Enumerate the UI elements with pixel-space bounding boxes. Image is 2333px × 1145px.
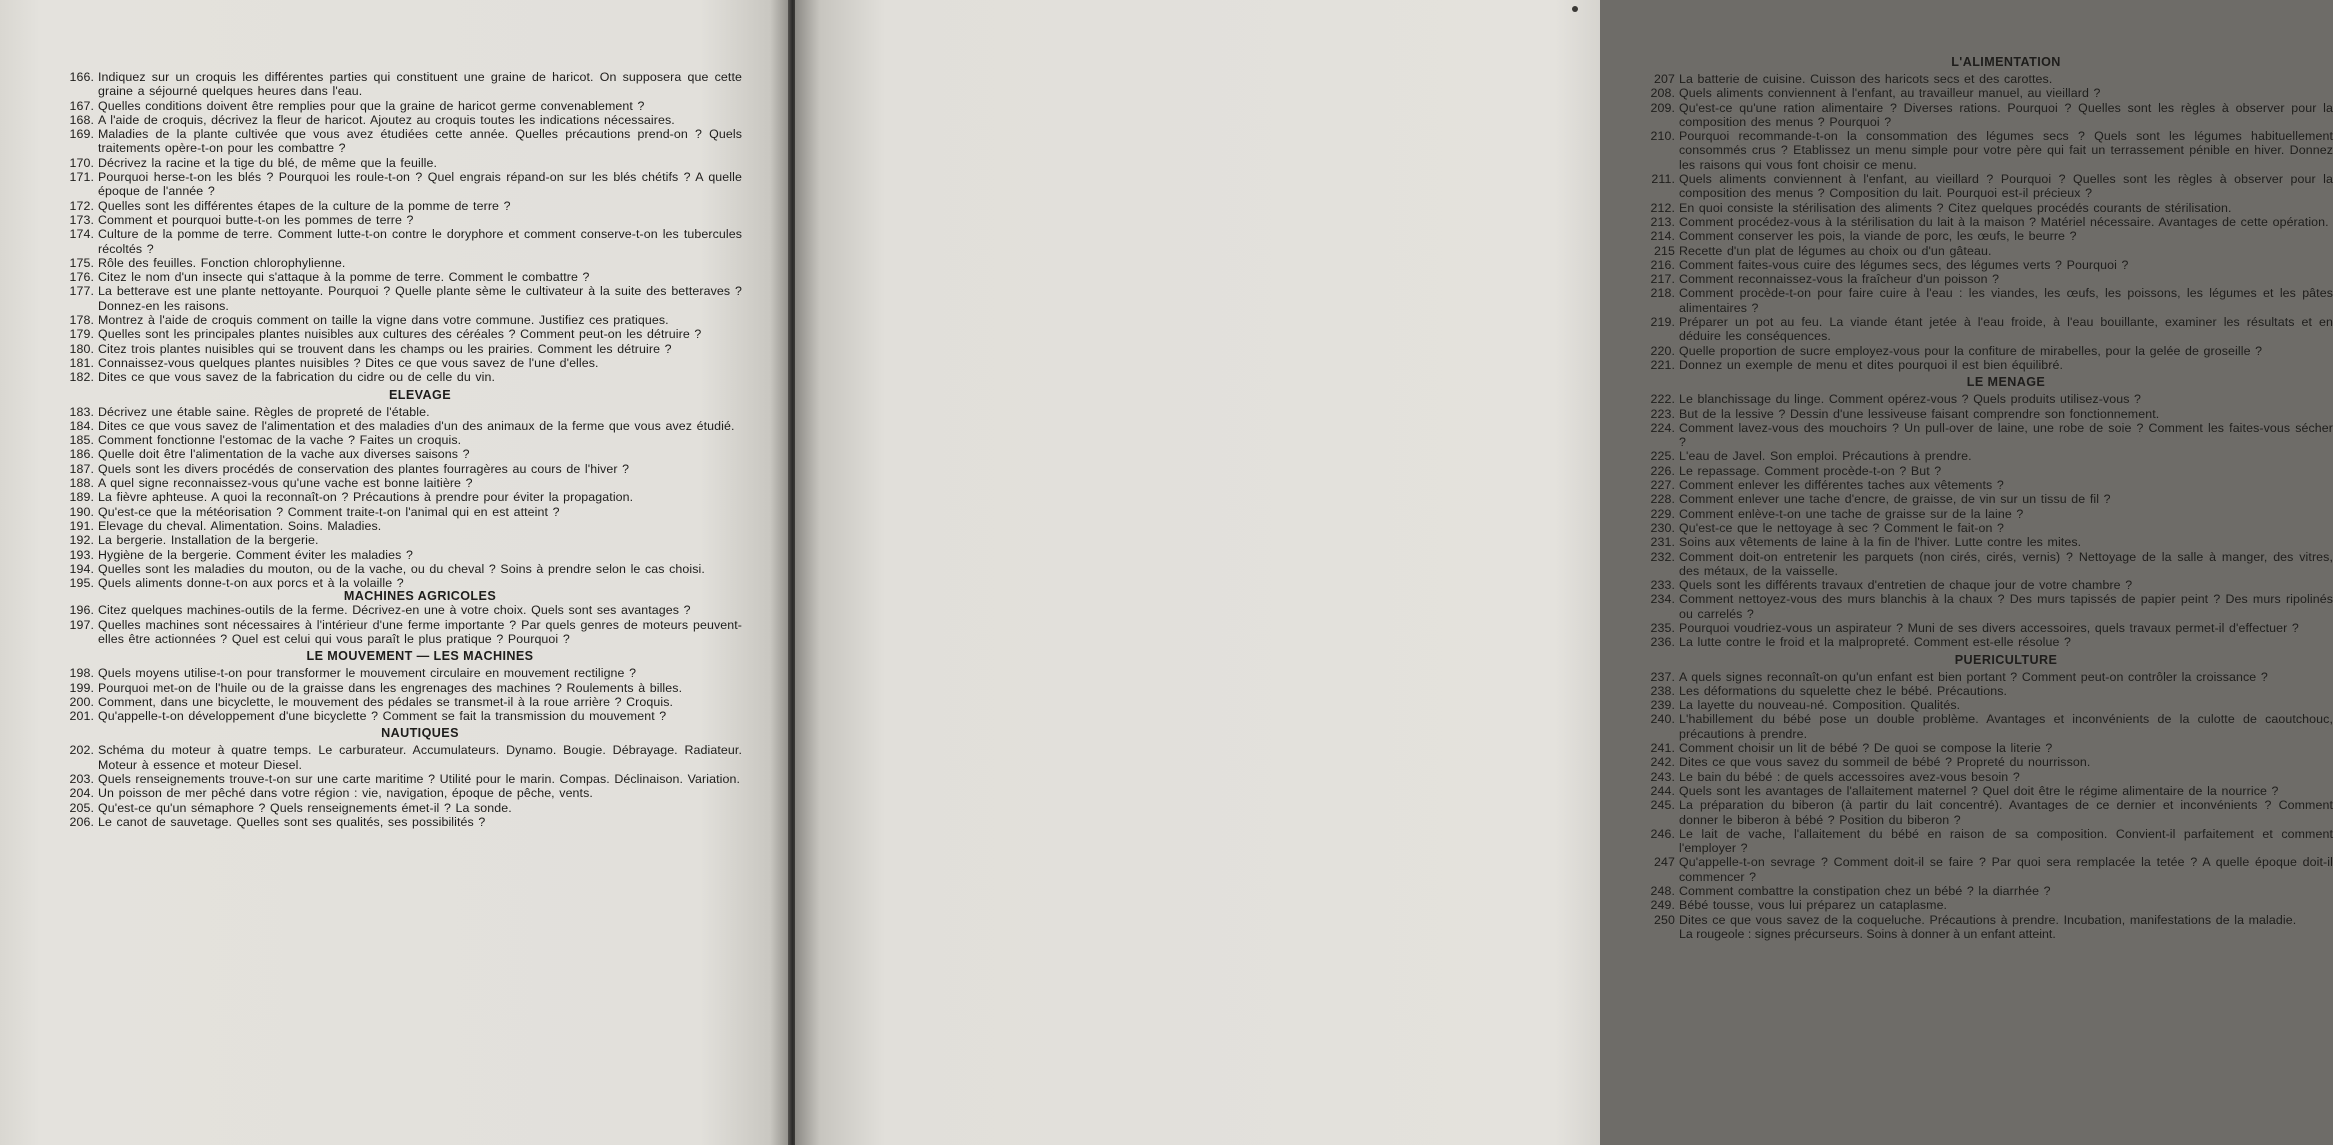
question-number: 202. — [69, 743, 94, 758]
question-item — [1643, 698, 2333, 712]
question-text: Elevage du cheval. Alimentation. Soins. Maladies. — [98, 518, 382, 533]
question-text: Quelle proportion de sucre employez-vous pour la confiture de mirabelles, pour la gelée de groseille ? — [1679, 343, 2263, 358]
corner-mark — [1572, 6, 1578, 12]
question-item — [62, 327, 742, 341]
question-item — [1643, 798, 2333, 827]
question-text: Comment procédez-vous à la stérilisation du lait à la maison ? Matériel nécessaire. Avantages de cette opération. — [1679, 214, 2329, 229]
question-number: 191. — [69, 518, 94, 533]
question-item — [62, 695, 742, 709]
question-text: Dites ce que vous savez du sommeil de bébé ? Propreté du nourrisson. — [1679, 755, 2091, 770]
question-number: 215 — [1654, 243, 1675, 258]
question-text: Bébé tousse, vous lui préparez un cataplasme. — [1679, 898, 1948, 913]
question-item — [1643, 492, 2333, 506]
question-number: 219. — [1650, 315, 1675, 330]
question-item — [1643, 272, 2333, 286]
alimentation-list — [1643, 72, 2333, 372]
question-number: 216. — [1650, 257, 1675, 272]
question-number: 223. — [1650, 406, 1675, 421]
question-item — [1643, 407, 2333, 421]
question-item — [62, 313, 742, 327]
question-item — [1643, 215, 2333, 229]
question-number: 224. — [1650, 420, 1675, 435]
question-item — [1643, 421, 2333, 450]
question-item — [62, 815, 742, 829]
question-item — [62, 666, 742, 680]
question-item — [62, 99, 742, 113]
question-item — [62, 548, 742, 562]
question-text: La lutte contre le froid et la malpropreté. Comment est-elle résolue ? — [1679, 635, 2071, 650]
question-number: 188. — [69, 476, 94, 491]
question-text: Montrez à l'aide de croquis comment on taille la vigne dans votre commune. Justifiez ces pratiques. — [98, 313, 669, 328]
question-item — [1643, 827, 2333, 856]
question-text: Pourquoi met-on de l'huile ou de la graisse dans les engrenages des machines ? Roulements à billes. — [98, 680, 683, 695]
question-item — [62, 618, 742, 647]
elevage-list — [62, 405, 742, 591]
puericulture-list — [1643, 670, 2333, 927]
question-item — [62, 213, 742, 227]
question-text: Qu'est-ce qu'une ration alimentaire ? Diverses rations. Pourquoi ? Quelles sont les règles à observer pour la composition des menus ? Pourquoi ? — [1679, 100, 2333, 129]
question-text: Quelles sont les différentes étapes de la culture de la pomme de terre ? — [98, 198, 511, 213]
question-item — [62, 562, 742, 576]
question-item — [62, 70, 742, 99]
question-text: Quels aliments conviennent à l'enfant, au vieillard ? Pourquoi ? Quelles sont les règles à observer pour la composition des menus ? Composition du lait. Pourquoi est-il précieux ? — [1679, 172, 2333, 201]
question-item — [62, 576, 742, 590]
question-text: Schéma du moteur à quatre temps. Le carburateur. Accumulateurs. Dynamo. Bougie. Débrayage. Radiateur. Moteur à essence et moteur Diesel. — [98, 743, 742, 772]
right-page — [795, 0, 2333, 1145]
question-number: 166. — [69, 70, 94, 84]
question-number: 193. — [69, 547, 94, 562]
question-number: 247 — [1654, 855, 1675, 870]
question-text: Recette d'un plat de légumes au choix ou d'un gâteau. — [1679, 243, 1992, 258]
question-text: Quelle doit être l'alimentation de la vache aux diverses saisons ? — [98, 447, 470, 462]
question-number: 179. — [69, 327, 94, 342]
question-item — [62, 505, 742, 519]
question-number: 235. — [1650, 620, 1675, 635]
question-text: Les déformations du squelette chez le bébé. Précautions. — [1679, 683, 2008, 698]
question-text: En quoi consiste la stérilisation des aliments ? Citez quelques procédés courants de stérilisation. — [1679, 200, 2232, 215]
question-text: Quels moyens utilise-t-on pour transformer le mouvement circulaire en mouvement rectiligne ? — [98, 666, 637, 681]
question-number: 203. — [69, 772, 94, 787]
question-text: Le repassage. Comment procède-t-on ? But ? — [1679, 463, 1942, 478]
question-number: 214. — [1650, 229, 1675, 244]
question-item — [1643, 258, 2333, 272]
question-text: Comment conserver les pois, la viande de porc, les œufs, le beurre ? — [1679, 229, 2077, 244]
question-text: Quels aliments conviennent à l'enfant, au travailleur manuel, au vieillard ? — [1679, 86, 2101, 101]
question-number: 194. — [69, 561, 94, 576]
question-text: Citez quelques machines-outils de la ferme. Décrivez-en une à votre choix. Quels sont ses avantages ? — [98, 603, 691, 618]
question-number: 183. — [69, 404, 94, 419]
question-text: Indiquez sur un croquis les différentes parties qui constituent une graine de haricot. On supposera que cette graine a séjourné quelques heures dans l'eau. — [98, 70, 742, 99]
question-number: 212. — [1650, 200, 1675, 215]
question-number: 167. — [69, 98, 94, 113]
question-text: Quels sont les divers procédés de conservation des plantes fourragères au cours de l'hiver ? — [98, 461, 630, 476]
question-text: But de la lessive ? Dessin d'une lessiveuse faisant comprendre son fonctionnement. — [1679, 406, 2160, 421]
question-text: Le lait de vache, l'allaitement du bébé en raison de sa composition. Convient-il parfaitement et comment l'employer ? — [1679, 826, 2333, 856]
question-text: Connaissez-vous quelques plantes nuisibles ? Dites ce que vous savez de l'une d'elles. — [98, 355, 599, 370]
question-item — [62, 127, 742, 156]
question-item — [1643, 286, 2333, 315]
question-item — [62, 405, 742, 419]
question-item — [1643, 684, 2333, 698]
question-number: 207 — [1654, 72, 1675, 86]
question-text: Quelles sont les principales plantes nuisibles aux cultures des céréales ? Comment peut-on les détruire ? — [98, 327, 702, 342]
question-number: 180. — [69, 341, 94, 356]
question-text: Comment nettoyez-vous des murs blanchis à la chaux ? Des murs tapissés de papier peint ? Des murs ripolinés ou carrelés ? — [1679, 592, 2333, 621]
question-item — [1643, 129, 2333, 172]
question-number: 168. — [69, 112, 94, 127]
question-text: Pourquoi voudriez-vous un aspirateur ? Muni de ses divers accessoires, quels travaux permet-il d'effectuer ? — [1679, 620, 2299, 635]
question-number: 209. — [1650, 100, 1675, 115]
question-text: Quels sont les avantages de l'allaitement maternel ? Quel doit être le régime alimentaire de la nourrice ? — [1679, 783, 2279, 798]
question-number: 225. — [1650, 449, 1675, 464]
question-item — [1643, 244, 2333, 258]
question-item — [1643, 621, 2333, 635]
question-number: 244. — [1650, 783, 1675, 798]
question-item — [1643, 784, 2333, 798]
question-text: Qu'appelle-t-on développement d'une bicyclette ? Comment se fait la transmission du mouvement ? — [98, 709, 667, 724]
question-text: Donnez un exemple de menu et dites pourquoi il est bien équilibré. — [1679, 357, 2064, 372]
question-text: Un poisson de mer pêché dans votre région : vie, navigation, époque de pêche, vents. — [98, 786, 593, 801]
question-number: 234. — [1650, 592, 1675, 607]
question-text: Pourquoi herse-t-on les blés ? Pourquoi les roule-t-on ? Quel engrais répand-on sur les blés chétifs ? A quelle époque de l'année ? — [98, 170, 742, 199]
question-text: Décrivez une étable saine. Règles de propreté de l'étable. — [98, 404, 430, 419]
question-number: 248. — [1650, 884, 1675, 899]
question-item — [62, 356, 742, 370]
question-text: Comment doit-on entretenir les parquets (non cirés, cirés, vernis) ? Nettoyage de la salle à manger, des vitres, des métaux, de la vaisselle. — [1679, 549, 2333, 578]
agriculture-list — [62, 70, 742, 385]
right-column — [1643, 52, 2333, 941]
question-item — [1643, 229, 2333, 243]
question-number: 187. — [69, 461, 94, 476]
question-text: Qu'est-ce qu'un sémaphore ? Quels renseignements émet-il ? La sonde. — [98, 800, 512, 815]
section-heading-menage: LE MENAGE — [1966, 375, 2046, 390]
question-text: Rôle des feuilles. Fonction chlorophylienne. — [98, 255, 346, 270]
question-item — [62, 370, 742, 384]
question-item — [1643, 770, 2333, 784]
question-number: 227. — [1650, 478, 1675, 493]
question-number: 171. — [69, 170, 94, 185]
question-number: 186. — [69, 447, 94, 462]
question-item — [62, 709, 742, 723]
question-text: Culture de la pomme de terre. Comment lutte-t-on contre le doryphore et comment conserve-t-on les tubercules récoltés ? — [98, 227, 742, 256]
question-text: Comment procède-t-on pour faire cuire à l'eau : les viandes, les œufs, les poissons, les légumes et les pâtes alimentaires ? — [1679, 286, 2333, 315]
question-item — [1643, 592, 2333, 621]
question-number: 228. — [1650, 492, 1675, 507]
question-text: Le blanchissage du linge. Comment opérez-vous ? Quels produits utilisez-vous ? — [1679, 392, 2142, 407]
question-text: Comment enlever une tache d'encre, de graisse, de vin sur un tissu de fil ? — [1679, 492, 2111, 507]
question-item — [1643, 449, 2333, 463]
question-text: Quelles sont les maladies du mouton, ou de la vache, ou du cheval ? Soins à prendre selon le cas choisi. — [98, 561, 705, 576]
question-item — [62, 743, 742, 772]
question-number: 200. — [69, 694, 94, 709]
question-number: 181. — [69, 355, 94, 370]
question-number: 218. — [1650, 286, 1675, 301]
question-item — [1643, 535, 2333, 549]
nautiques-list — [62, 743, 742, 829]
question-item — [62, 603, 742, 617]
question-item — [62, 476, 742, 490]
question-number: 241. — [1650, 741, 1675, 756]
mouvement-list — [62, 666, 742, 723]
question-item — [1643, 201, 2333, 215]
menage-list — [1643, 392, 2333, 649]
question-text: A quel signe reconnaissez-vous qu'une vache est bonne laitière ? — [98, 476, 473, 491]
question-number: 236. — [1650, 635, 1675, 650]
question-item — [62, 199, 742, 213]
section-heading-nautiques: NAUTIQUES — [381, 726, 459, 741]
question-number: 197. — [69, 617, 94, 632]
question-item — [62, 227, 742, 256]
question-item — [1643, 884, 2333, 898]
question-text: Comment faites-vous cuire des légumes secs, des légumes verts ? Pourquoi ? — [1679, 257, 2129, 272]
question-number: 210. — [1650, 129, 1675, 144]
question-number: 237. — [1650, 669, 1675, 684]
question-text: Qu'appelle-t-on sevrage ? Comment doit-il se faire ? Par quoi sera remplacée la tetée ? A quelle époque doit-il commencer ? — [1679, 855, 2333, 884]
question-item — [62, 533, 742, 547]
question-text: La batterie de cuisine. Cuisson des haricots secs et des carottes. — [1679, 72, 2053, 86]
question-text: La préparation du biberon (à partir du lait concentré). Avantages de ce dernier et inconvénients ? Comment donner le biberon à bébé ? Position du biberon ? — [1679, 798, 2333, 827]
question-item — [1643, 635, 2333, 649]
question-item — [1643, 855, 2333, 884]
question-item — [62, 113, 742, 127]
question-item — [62, 156, 742, 170]
question-number: 249. — [1650, 898, 1675, 913]
question-item — [1643, 86, 2333, 100]
question-number: 198. — [69, 666, 94, 681]
question-number: 230. — [1650, 520, 1675, 535]
question-number: 185. — [69, 433, 94, 448]
question-item — [1643, 670, 2333, 684]
question-number: 250 — [1654, 912, 1675, 927]
question-text: Comment combattre la constipation chez un bébé ? la diarrhée ? — [1679, 884, 2051, 899]
question-text: La layette du nouveau-né. Composition. Qualités. — [1679, 698, 1961, 713]
question-number: 211. — [1651, 172, 1675, 187]
question-number: 175. — [69, 255, 94, 270]
question-item — [1643, 464, 2333, 478]
question-text: Quels sont les différents travaux d'entretien de chaque jour de votre chambre ? — [1679, 578, 2133, 593]
question-number: 231. — [1650, 535, 1675, 550]
question-number: 190. — [69, 504, 94, 519]
question-item — [62, 256, 742, 270]
question-item — [62, 433, 742, 447]
question-item — [1643, 578, 2333, 592]
question-item — [62, 462, 742, 476]
question-number: 195. — [69, 576, 94, 591]
question-number: 208. — [1650, 86, 1675, 101]
question-number: 184. — [69, 418, 94, 433]
question-number: 189. — [69, 490, 94, 505]
question-text: Maladies de la plante cultivée que vous avez étudiées cette année. Quelles précautions prend-on ? Quels traitements opère-t-on pour les combattre ? — [98, 127, 742, 156]
question-item — [1643, 521, 2333, 535]
section-heading-mouvement: LE MOUVEMENT — LES MACHINES — [306, 649, 534, 664]
question-text: Quels renseignements trouve-t-on sur une carte maritime ? Utilité pour le marin. Compas. Déclinaison. Variation. — [98, 772, 741, 787]
question-text: Comment enlever les différentes taches aux vêtements ? — [1679, 478, 2004, 493]
question-text: Quelles conditions doivent être remplies pour que la graine de haricot germe convenablement ? — [98, 98, 645, 113]
left-page — [0, 0, 790, 1145]
question-item — [62, 447, 742, 461]
section-heading-elevage: ELEVAGE — [388, 387, 452, 402]
question-item — [1643, 898, 2333, 912]
question-item — [1643, 712, 2333, 741]
question-item — [1643, 101, 2333, 130]
question-item — [1643, 478, 2333, 492]
question-number: 192. — [69, 533, 94, 548]
question-item — [1643, 741, 2333, 755]
question-text: La betterave est une plante nettoyante. Pourquoi ? Quelle plante sème le cultivateur à la suite des betteraves ? Donnez-en les raisons. — [98, 284, 742, 313]
question-text: Comment fonctionne l'estomac de la vache ? Faites un croquis. — [98, 433, 462, 448]
question-text: L'habillement du bébé pose un double problème. Avantages et inconvénients de la culotte de caoutchouc, précautions à prendre. — [1679, 712, 2333, 741]
question-number: 173. — [69, 212, 94, 227]
question-item — [1643, 392, 2333, 406]
question-number: 169. — [69, 127, 94, 142]
question-number: 242. — [1650, 755, 1675, 770]
question-number: 246. — [1650, 826, 1675, 841]
question-number: 221. — [1650, 357, 1675, 372]
question-text: Comment et pourquoi butte-t-on les pommes de terre ? — [98, 212, 414, 227]
left-column — [62, 70, 742, 829]
question-text: Comment choisir un lit de bébé ? De quoi se compose la literie ? — [1679, 741, 2053, 756]
question-number: 178. — [69, 313, 94, 328]
question-number: 213. — [1650, 214, 1675, 229]
question-text: Comment, dans une bicyclette, le mouvement des pédales se transmet-il à la roue arrière ? Croquis. — [98, 694, 674, 709]
question-item — [62, 519, 742, 533]
question-text: Dites ce que vous savez de la fabrication du cidre ou de celle du vin. — [98, 370, 496, 385]
section-heading-alimentation: L'ALIMENTATION — [1951, 55, 2061, 69]
question-text: Dites ce que vous savez de l'alimentation et des maladies d'un des animaux de la ferme que vous avez étudié. — [98, 418, 735, 433]
question-number: 177. — [69, 284, 94, 299]
question-item — [1643, 913, 2333, 927]
question-number: 233. — [1650, 578, 1675, 593]
question-number: 199. — [69, 680, 94, 695]
question-text: Décrivez la racine et la tige du blé, de même que la feuille. — [98, 155, 438, 170]
question-item — [62, 419, 742, 433]
question-item — [1643, 755, 2333, 769]
question-number: 176. — [69, 270, 94, 285]
question-number: 206. — [69, 814, 94, 829]
question-text: Dites ce que vous savez de la coqueluche. Précautions à prendre. Incubation, manifestations de la maladie. — [1679, 912, 2297, 927]
question-text: La bergerie. Installation de la bergerie. — [98, 533, 319, 548]
question-item — [62, 342, 742, 356]
question-text: Hygiène de la bergerie. Comment éviter les maladies ? — [98, 547, 413, 562]
question-item — [1643, 72, 2333, 86]
question-item — [62, 772, 742, 786]
question-text: La fièvre aphteuse. A quoi la reconnaît-on ? Précautions à prendre pour éviter la propagation. — [98, 490, 634, 505]
question-text: Quelles machines sont nécessaires à l'intérieur d'une ferme importante ? Par quels genres de moteurs peuvent-elles être actionnées ? Quel est celui qui vous paraît le plus pratique ? Pourquoi ? — [98, 617, 742, 646]
question-text: Comment lavez-vous des mouchoirs ? Un pull-over de laine, une robe de soie ? Comment les faites-vous sécher ? — [1679, 420, 2333, 450]
question-number: 205. — [69, 800, 94, 815]
question-number: 238. — [1650, 683, 1675, 698]
question-text: Citez trois plantes nuisibles qui se trouvent dans les champs ou les prairies. Comment les détruire ? — [98, 341, 672, 356]
question-number: 240. — [1650, 712, 1675, 727]
section-heading-machines-agricoles: MACHINES AGRICOLES — [343, 589, 497, 604]
question-number: 182. — [69, 370, 94, 385]
question-text: Qu'est-ce que la météorisation ? Comment traite-t-on l'animal qui en est atteint ? — [98, 504, 560, 519]
question-text: Comment reconnaissez-vous la fraîcheur d'un poisson ? — [1679, 272, 2000, 287]
question-text: A quels signes reconnaît-on qu'un enfant est bien portant ? Comment peut-on contrôler la croissance ? — [1679, 669, 2268, 684]
question-number: 170. — [69, 155, 94, 170]
section-heading-puericulture: PUERICULTURE — [1954, 652, 2058, 667]
question-number: 172. — [69, 198, 94, 213]
question-text: Le canot de sauvetage. Quelles sont ses qualités, ses possibilités ? — [98, 814, 486, 829]
question-number: 226. — [1650, 463, 1675, 478]
question-text: Qu'est-ce que le nettoyage à sec ? Comment le fait-on ? — [1679, 520, 2005, 535]
question-item — [62, 801, 742, 815]
question-number: 239. — [1650, 698, 1675, 713]
question-item — [1643, 550, 2333, 579]
question-number: 174. — [69, 227, 94, 242]
question-number: 220. — [1650, 343, 1675, 358]
question-item — [1643, 507, 2333, 521]
question-item — [1643, 172, 2333, 201]
question-item — [62, 170, 742, 199]
question-number: 217. — [1650, 272, 1675, 287]
question-text: L'eau de Javel. Son emploi. Précautions à prendre. — [1679, 449, 1972, 464]
question-number: 201. — [69, 709, 94, 724]
question-item — [62, 786, 742, 800]
question-number: 196. — [69, 603, 94, 618]
rougeole-line: La rougeole : signes précurseurs. Soins à donner à un enfant atteint. — [1679, 926, 2056, 941]
question-number: 232. — [1650, 549, 1675, 564]
question-item — [1643, 315, 2333, 344]
question-text: Citez le nom d'un insecte qui s'attaque à la pomme de terre. Comment le combattre ? — [98, 270, 590, 285]
question-item — [1643, 344, 2333, 358]
question-number: 222. — [1650, 392, 1675, 407]
question-item — [62, 490, 742, 504]
question-text: Pourquoi recommande-t-on la consommation des légumes secs ? Quels sont les légumes habituellement consommés crus ? Etablissez un menu simple pour votre père qui fait un terrassement pénible en hiver. Donnez les raisons qui vous font choisir ce menu. — [1679, 129, 2333, 172]
question-text: Préparer un pot au feu. La viande étant jetée à l'eau froide, à l'eau bouillante, examiner les résultats et en déduire les conséquences. — [1679, 315, 2333, 344]
question-number: 204. — [69, 786, 94, 801]
question-item — [62, 284, 742, 313]
question-item — [62, 270, 742, 284]
question-number: 229. — [1650, 506, 1675, 521]
question-text: Comment enlève-t-on une tache de graisse sur de la laine ? — [1679, 506, 2024, 521]
question-item — [62, 681, 742, 695]
question-text: Quels aliments donne-t-on aux porcs et à la volaille ? — [98, 576, 404, 591]
question-text: A l'aide de croquis, décrivez la fleur de haricot. Ajoutez au croquis toutes les indications nécessaires. — [98, 112, 675, 127]
question-number: 243. — [1650, 769, 1675, 784]
question-item — [1643, 358, 2333, 372]
question-text: Le bain du bébé : de quels accessoires avez-vous besoin ? — [1679, 769, 2020, 784]
question-text: Soins aux vêtements de laine à la fin de l'hiver. Lutte contre les mites. — [1679, 535, 2082, 550]
machines-list — [62, 603, 742, 646]
question-number: 245. — [1650, 798, 1675, 813]
